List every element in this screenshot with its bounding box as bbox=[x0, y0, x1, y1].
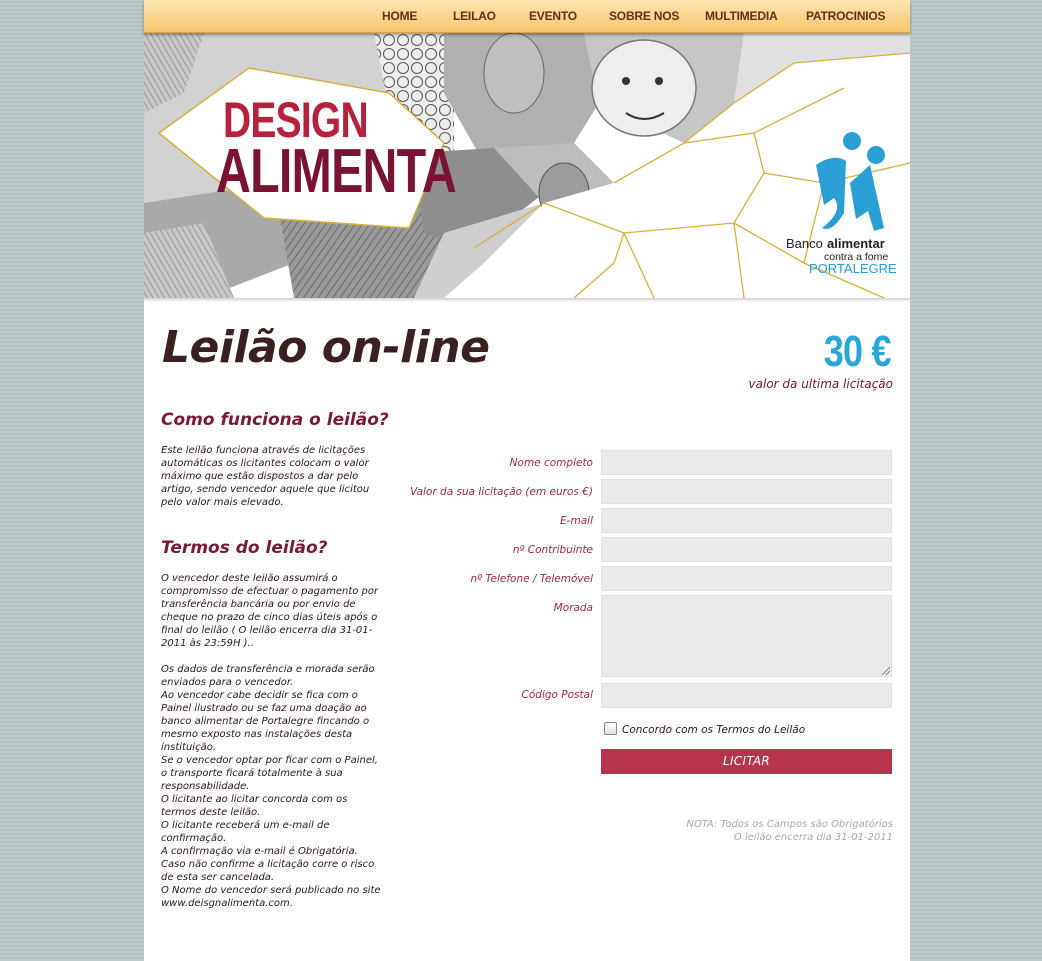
partner-tagline: contra a fome bbox=[824, 251, 889, 263]
address-textarea[interactable] bbox=[601, 595, 892, 677]
current-bid-label: valor da ultima licitação bbox=[748, 377, 893, 391]
current-bid-value: 30 € bbox=[824, 327, 891, 376]
terms-heading: Termos do leilão? bbox=[161, 538, 328, 558]
main-nav bbox=[144, 0, 910, 33]
email-input[interactable] bbox=[601, 508, 892, 533]
partner-name-part2: alimentar bbox=[827, 236, 885, 251]
postal-code-label: Código Postal bbox=[521, 689, 593, 701]
nav-item-multimedia[interactable]: MULTIMEDIA bbox=[705, 9, 778, 23]
tax-number-input[interactable] bbox=[601, 537, 892, 562]
agree-terms-label[interactable]: Concordo com os Termos do Leilão bbox=[622, 724, 806, 736]
full-name-input[interactable] bbox=[601, 450, 892, 475]
nav-item-home[interactable]: HOME bbox=[382, 9, 418, 23]
required-fields-note: NOTA: Todos os Campos são Obrigatórios bbox=[686, 819, 893, 830]
auction-end-note: O leilão encerra dia 31-01-2011 bbox=[733, 832, 893, 843]
logo-design-text: DESIGN bbox=[223, 92, 368, 148]
partner-city: PORTALEGRE bbox=[809, 261, 897, 276]
full-name-label: Nome completo bbox=[509, 457, 593, 469]
tax-number-label: nº Contribuinte bbox=[512, 544, 593, 556]
partner-name-part1: Banco bbox=[786, 236, 823, 251]
phone-label: nº Telefone / Telemóvel bbox=[470, 573, 593, 585]
terms-paragraph: O vencedor deste leilão assumirá o compromisso de efectuar o pagamento por transferência bancária ou por envio de cheque no prazo de cinco dias úteis após o final do leilão ( O leilão encerra dia 31-01-2011 às 23:59H ).. Os dados de transferência e morada serão enviados para o vencedor. Ao vencedor cabe decidir se fica com o Painel ilustrado ou se faz uma doação ao banco alimentar de Portalegre fincando o mesmo exposto nas instalações desta instituição. Se o vencedor optar por ficar com o Painel, o transporte ficará totalmente à sua responsabilidade. O licitante ao licitar concorda com os termos deste leilão. O licitante receberá um e-mail de confirmação. A confirmação via e-mail é Obrigatória. Caso não confirme a licitação corre o risco de esta ser cancelada. O Nome do vencedor será publicado no site www.deisgnalimenta.com. bbox=[161, 573, 381, 909]
agree-terms-checkbox[interactable] bbox=[604, 722, 617, 735]
postal-code-input[interactable] bbox=[601, 683, 892, 708]
header-banner bbox=[144, 33, 910, 298]
how-it-works-heading: Como funciona o leilão? bbox=[161, 410, 389, 430]
nav-item-sobre-nos[interactable]: SOBRE NOS bbox=[609, 9, 680, 23]
address-label: Morada bbox=[553, 602, 593, 614]
how-it-works-text bbox=[161, 444, 381, 509]
terms-text bbox=[161, 572, 381, 910]
logo-alimenta-text: ALIMENTA bbox=[216, 137, 457, 206]
bid-amount-label: Valor da sua licitação (em euros €) bbox=[410, 486, 593, 498]
submit-bid-button[interactable]: LICITAR bbox=[601, 749, 892, 774]
email-label: E-mail bbox=[560, 515, 593, 527]
how-it-works-paragraph: Este leilão funciona através de licitações automáticas os licitantes colocam o valor máximo que estão dispostos a dar pelo artigo, sendo vencedor aquele que licitou pelo valor mais elevado. bbox=[161, 445, 370, 508]
nav-item-patrocinios[interactable]: PATROCINIOS bbox=[806, 9, 886, 23]
page-title: Leilão on-line bbox=[162, 322, 490, 373]
resize-grip-icon[interactable] bbox=[882, 667, 890, 675]
phone-input[interactable] bbox=[601, 566, 892, 591]
nav-item-evento[interactable]: EVENTO bbox=[529, 9, 577, 23]
bid-amount-input[interactable] bbox=[601, 479, 892, 504]
page bbox=[144, 0, 910, 961]
nav-item-leilao[interactable]: LEILAO bbox=[453, 9, 496, 23]
banner-shadow bbox=[144, 298, 910, 302]
